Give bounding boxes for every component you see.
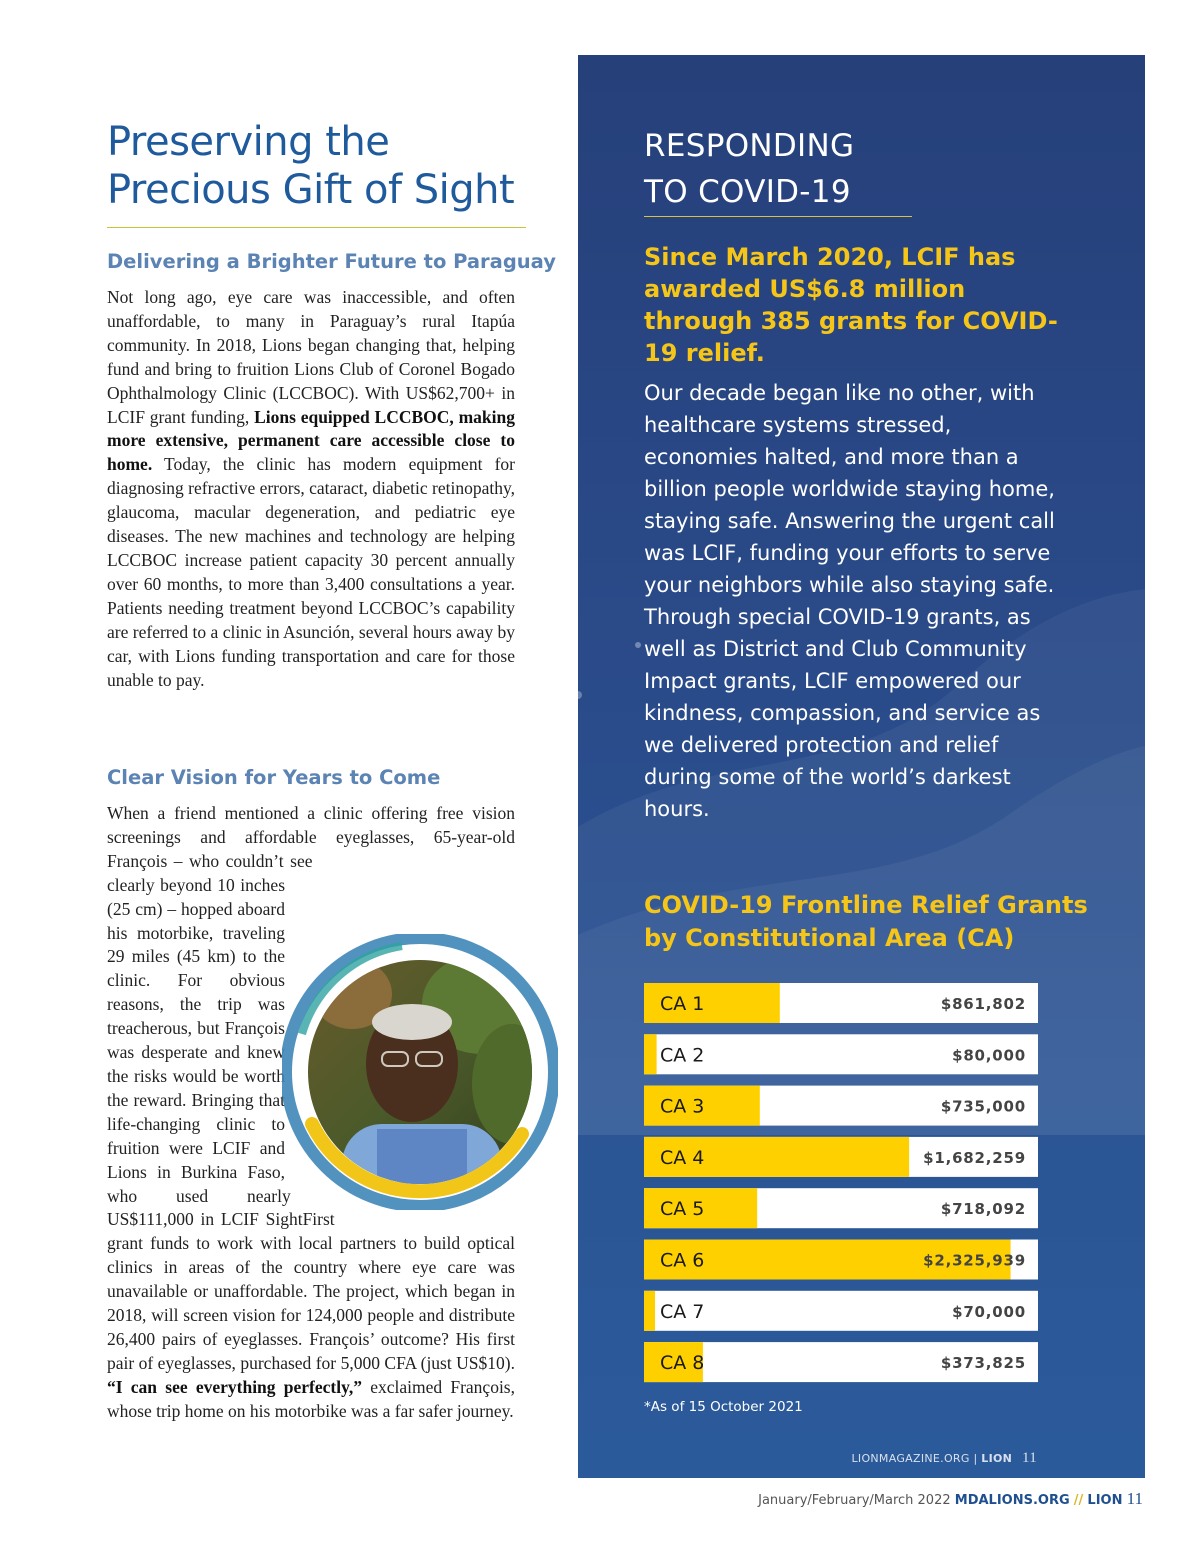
- portrait-photo: [282, 934, 558, 1210]
- grants-bar-chart: [644, 983, 1038, 1393]
- value-label: $70,000: [952, 1302, 1026, 1321]
- category-label: CA 3: [660, 1095, 705, 1118]
- sidebar-footer-site: LIONMAGAZINE.ORG: [851, 1452, 970, 1465]
- title-divider: [107, 227, 526, 228]
- footer-slashes: //: [1073, 1493, 1084, 1508]
- value-label: $1,682,259: [923, 1148, 1026, 1167]
- bar: [644, 1291, 655, 1331]
- francois-quote: “I can see everything perfectly,”: [107, 1376, 362, 1397]
- value-label: $735,000: [940, 1097, 1026, 1116]
- section-heading-clear-vision: Clear Vision for Years to Come: [107, 766, 441, 789]
- category-label: CA 2: [660, 1044, 705, 1067]
- chart-row: [644, 983, 1038, 1023]
- value-label: $2,325,939: [923, 1251, 1026, 1270]
- paraguay-bold: Lions equipped LCCBOC, making more extensive, permanent care accessible close to home.: [107, 406, 515, 475]
- sidebar-title-line1: RESPONDING: [644, 128, 855, 164]
- sidebar-title: [644, 123, 854, 215]
- value-label: $373,825: [940, 1354, 1026, 1373]
- clear-vision-text-1: When a friend mentioned a clinic offering free vision screenings and affordable eyeglasses, 65-year-old François – who couldn’t see clearly beyond 10 inches (25 cm) – hopped aboard his motorbike, traveling 29 miles (45 km) to the clinic. For obvious reasons, the trip was treacherous, but François was desperate and knew the risks would be worth the reward. Bringing that life-changing clinic to fruition were LCIF and Lions in Burkina Faso, who used nearly US$111,000 in LCIF SightFirst grant funds to work with local partners to build optical clinics in areas of the country where eye care was unavailable or unaffordable. The project, which began in 2018, will screen vision for 124,000 people and distribute 26,400 pairs of eyeglasses. François’ outcome? His first pair of eyeglasses, purchased for 5,000 CFA (just US$10).: [107, 803, 515, 1373]
- chart-row: [644, 1342, 1038, 1382]
- value-label: $80,000: [952, 1046, 1026, 1065]
- chart-title: COVID-19 Frontline Relief Grants by Constitutional Area (CA): [644, 891, 1088, 952]
- article-title: [107, 118, 537, 214]
- footer-site: MDALIONS.ORG: [954, 1493, 1070, 1508]
- category-label: CA 7: [660, 1300, 705, 1323]
- footer-issue: January/February/March 2022: [758, 1493, 951, 1508]
- paragraph-paraguay: [107, 286, 515, 692]
- chart-row: [644, 1188, 1038, 1228]
- category-label: CA 1: [660, 993, 705, 1015]
- category-label: CA 4: [660, 1146, 705, 1169]
- footer-brand: LION: [1087, 1493, 1123, 1508]
- article-title-line1: Preserving the: [107, 119, 390, 165]
- covid-sidebar: [578, 55, 1145, 1478]
- chart-row: [644, 1291, 1038, 1331]
- category-label: CA 8: [660, 1352, 705, 1375]
- value-label: $861,802: [940, 995, 1026, 1013]
- clear-vision-text-2: exclaimed François, whose trip home on his motorbike was a far safer journey.: [107, 1376, 515, 1421]
- sidebar-footer-page: 11: [1021, 1450, 1037, 1466]
- category-label: CA 5: [660, 1198, 705, 1221]
- sidebar-footer-sep: |: [973, 1452, 978, 1465]
- sidebar-divider: [644, 216, 912, 217]
- paraguay-text-2: Today, the clinic has modern equipment for diagnosing refractive errors, cataract, diabetic retinopathy, glaucoma, macular degeneration, and pediatric eye diseases. The new machines and technology are helping LCCBOC increase patient capacity 30 percent annually over 60 months, to more than 3,400 consultations a year. Patients needing treatment beyond LCCBOC’s capability are referred to a clinic in Asunción, several hours away by car, with Lions funding transportation and care for those unable to pay.: [107, 454, 515, 690]
- value-label: $718,092: [940, 1200, 1026, 1219]
- article-title-line2: Precious Gift of Sight: [107, 167, 515, 213]
- sidebar-highlight: Since March 2020, LCIF has awarded US$6.8 million through 385 grants for COVID-19 relief.: [644, 243, 1058, 367]
- sidebar-footer-brand: LION: [981, 1452, 1013, 1465]
- chart-row: [644, 1240, 1038, 1280]
- paraguay-text-1: Not long ago, eye care was inaccessible, and often unaffordable, to many in Paraguay’s rural Itapúa community. In 2018, Lions began changing that, helping fund and bring to fruition Lions Club of Coronel Bogado Ophthalmology Clinic (LCCBOC). With US$62,700+ in LCIF grant funding,: [107, 287, 515, 427]
- sidebar-footer: [851, 1450, 1037, 1467]
- chart-row: [644, 1034, 1038, 1074]
- sidebar-title-line2: TO COVID-19: [644, 174, 851, 210]
- section-heading-paraguay: Delivering a Brighter Future to Paraguay: [107, 250, 556, 273]
- category-label: CA 6: [660, 1249, 705, 1272]
- footer-page-number: 11: [1126, 1489, 1143, 1508]
- chart-row: [644, 1086, 1038, 1126]
- chart-footnote: *As of 15 October 2021: [644, 1399, 803, 1415]
- page-footer: [758, 1489, 1143, 1509]
- bar: [644, 1034, 657, 1074]
- sidebar-intro: Our decade began like no other, with healthcare systems stressed, economies halted, and more than a billion people worldwide staying home, staying safe. Answering the urgent call was LCIF, funding your efforts to serve your neighbors while also staying safe. Through special COVID-19 grants, as well as District and Club Community Impact grants, LCIF empowered our kindness, compassion, and service as we delivered protection and relief during some of the world’s darkest hours.: [644, 381, 1055, 821]
- chart-row: [644, 1137, 1038, 1177]
